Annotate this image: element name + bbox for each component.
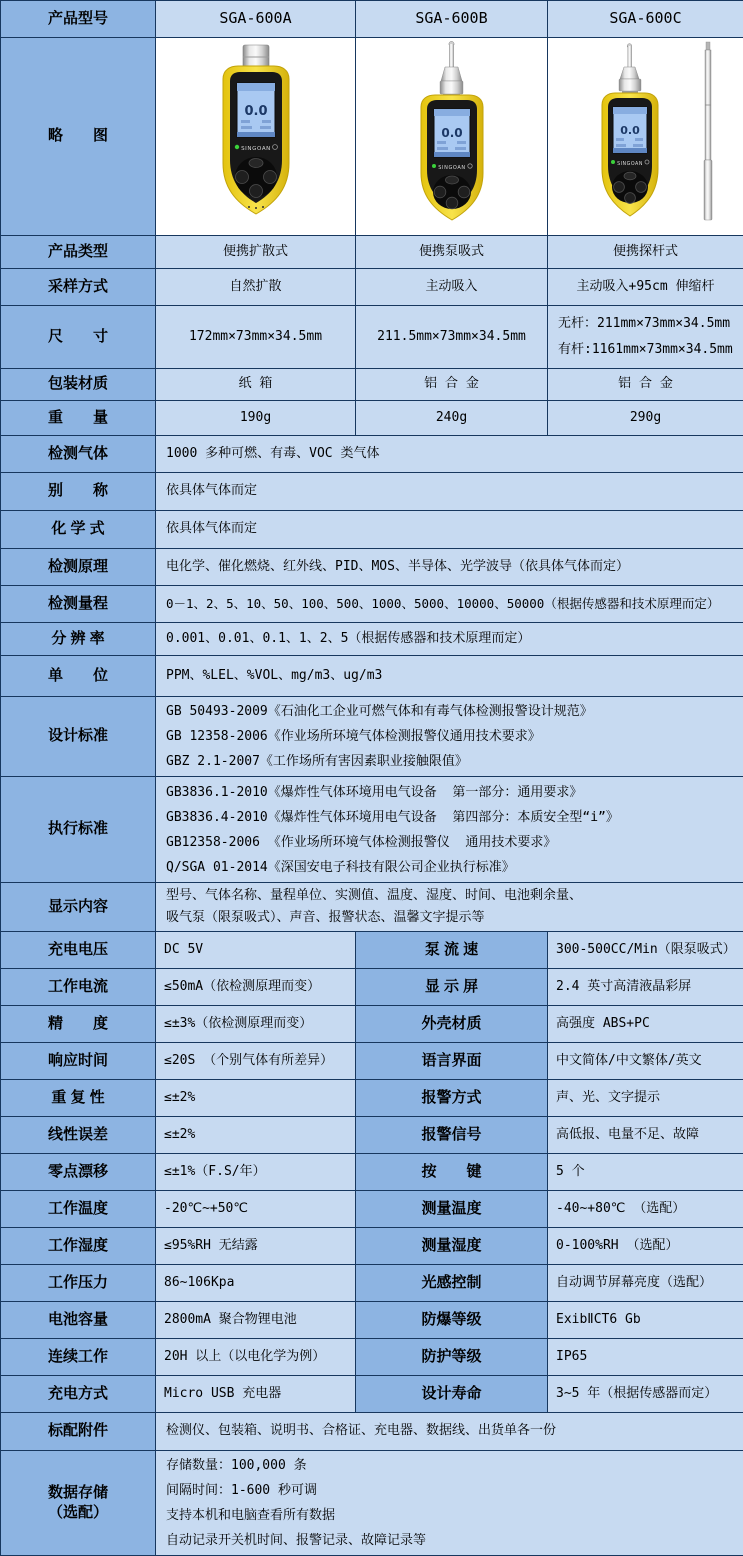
label-measure-humidity: 测量湿度 [356,1228,548,1265]
value-detected-gas: 1000 多种可燃、有毒、VOC 类气体 [156,436,743,473]
label-working-temperature: 工作温度 [1,1191,156,1228]
label-alias: 别 称 [1,473,156,511]
value-accuracy: ≤±3%（依检测原理而变） [156,1006,356,1043]
row-zero-drift--buttons [1,1154,743,1191]
value-unit: PPM、%LEL、%VOL、mg/m3、ug/m3 [156,656,743,697]
label-execution-standard: 执行标准 [1,777,156,883]
value-pump-flow-rate: 300-500CC/Min（限泵吸式） [548,932,743,969]
label-working-humidity: 工作湿度 [1,1228,156,1265]
value-chemical-formula: 依具体气体而定 [156,511,743,549]
row-working-current--display-screen [1,969,743,1006]
row-product-model [1,1,743,38]
label-shell-material: 外壳材质 [356,1006,548,1043]
value-continuous-working: 20H 以上（以电化学为例） [156,1339,356,1376]
label-protection-grade: 防护等级 [356,1339,548,1376]
execution-standard-line3: GB12358-2006 《作业场所环境气体检测报警仪 通用技术要求》 [166,830,739,855]
lcd-reading: 0.0 [244,104,267,119]
value-detection-range: 0－1、2、5、10、50、100、500、1000、5000、10000、50000（根据传感器和技术原理而定） [156,586,743,623]
dimensions-c-line2: 有杆:1161mm×73mm×34.5mm [558,337,739,363]
data-storage-label-line1: 数据存储 [1,1483,155,1503]
value-shell-material: 高强度 ABS+PC [548,1006,743,1043]
design-standard-line1: GB 50493-2009《石油化工企业可燃气体和有毒气体检测报警设计规范》 [166,699,739,724]
label-response-time: 响应时间 [1,1043,156,1080]
row-detection-principle [1,549,743,586]
value-working-temperature: -20℃~+50℃ [156,1191,356,1228]
label-explosion-proof-grade: 防爆等级 [356,1302,548,1339]
device-image-sga-600c [558,39,734,231]
value-packaging-a: 纸 箱 [156,369,356,401]
label-detection-principle: 检测原理 [1,549,156,586]
label-data-storage [1,1451,156,1556]
row-battery-capacity--explosion-proof [1,1302,743,1339]
row-standard-accessories [1,1413,743,1451]
display-content-line2: 吸气泵（限泵吸式）、声音、报警状态、温馨文字提示等 [166,907,739,929]
lcd-reading: 0.0 [620,124,640,137]
label-battery-capacity: 电池容量 [1,1302,156,1339]
value-product-type-c: 便携探杆式 [548,236,743,269]
label-continuous-working: 连续工作 [1,1339,156,1376]
value-alarm-mode: 声、光、文字提示 [548,1080,743,1117]
row-working-humidity--measure-humidity [1,1228,743,1265]
row-continuous-working--protection-grade [1,1339,743,1376]
device-image-cell-b [356,38,548,236]
value-repeatability: ≤±2% [156,1080,356,1117]
value-linearity-error: ≤±2% [156,1117,356,1154]
row-execution-standard [1,777,743,883]
model-name-c: SGA-600C [548,1,743,38]
execution-standard-line2: GB3836.4-2010《爆炸性气体环境用电气设备 第四部分：本质安全型“i”》 [166,805,739,830]
device-image-cell-a [156,38,356,236]
value-standard-accessories: 检测仪、包装箱、说明书、合格证、充电器、数据线、出货单各一份 [156,1413,743,1451]
value-measure-temperature: -40~+80℃ （选配） [548,1191,743,1228]
value-light-sensing-control: 自动调节屏幕亮度（选配） [548,1265,743,1302]
value-resolution: 0.001、0.01、0.1、1、2、5（根据传感器和技术原理而定） [156,623,743,656]
value-display-screen: 2.4 英寸高清液晶彩屏 [548,969,743,1006]
value-working-humidity: ≤95%RH 无结露 [156,1228,356,1265]
label-sampling-method: 采样方式 [1,269,156,306]
label-buttons: 按 键 [356,1154,548,1191]
label-product-type: 产品类型 [1,236,156,269]
label-alarm-signal: 报警信号 [356,1117,548,1154]
label-charging-voltage: 充电电压 [1,932,156,969]
row-data-storage [1,1451,743,1556]
value-execution-standard [156,777,743,883]
label-charging-method: 充电方式 [1,1376,156,1413]
lcd-reading: 0.0 [441,126,462,140]
label-resolution: 分 辨 率 [1,623,156,656]
label-design-standard: 设计标准 [1,697,156,777]
value-data-storage [156,1451,743,1556]
design-standard-line2: GB 12358-2006《作业场所环境气体检测报警仪通用技术要求》 [166,724,739,749]
row-detection-range [1,586,743,623]
label-chemical-formula: 化 学 式 [1,511,156,549]
value-product-type-b: 便携泵吸式 [356,236,548,269]
value-design-standard [156,697,743,777]
row-design-standard [1,697,743,777]
value-sampling-b: 主动吸入 [356,269,548,306]
value-sampling-c: 主动吸入+95cm 伸缩杆 [548,269,743,306]
value-product-type-a: 便携扩散式 [156,236,356,269]
label-measure-temperature: 测量温度 [356,1191,548,1228]
label-standard-accessories: 标配附件 [1,1413,156,1451]
label-linearity-error: 线性误差 [1,1117,156,1154]
data-storage-line1: 存储数量：100,000 条 [166,1453,739,1478]
value-dimensions-b: 211.5mm×73mm×34.5mm [356,306,548,369]
brand-logo: SINGOAN [438,165,465,171]
value-design-life: 3~5 年（根据传感器而定） [548,1376,743,1413]
execution-standard-line1: GB3836.1-2010《爆炸性气体环境用电气设备 第一部分：通用要求》 [166,780,739,805]
value-alias: 依具体气体而定 [156,473,743,511]
row-charging-method--design-life [1,1376,743,1413]
value-packaging-b: 铝 合 金 [356,369,548,401]
label-design-life: 设计寿命 [356,1376,548,1413]
value-weight-c: 290g [548,401,743,436]
value-explosion-proof-grade: ExibⅡCT6 Gb [548,1302,743,1339]
label-weight: 重 量 [1,401,156,436]
row-working-temperature--measure-temperature [1,1191,743,1228]
display-content-line1: 型号、气体名称、量程单位、实测值、温度、湿度、时间、电池剩余量、 [166,885,739,907]
label-working-pressure: 工作压力 [1,1265,156,1302]
label-repeatability: 重 复 性 [1,1080,156,1117]
row-response-time--language-ui [1,1043,743,1080]
brand-logo: SINGOAN [241,146,271,152]
device-image-cell-c [548,38,743,236]
power-led-icon [234,144,238,148]
value-language-ui: 中文简体/中文繁体/英文 [548,1043,743,1080]
label-alarm-mode: 报警方式 [356,1080,548,1117]
value-measure-humidity: 0-100%RH （选配） [548,1228,743,1265]
value-zero-drift: ≤±1%（F.S/年） [156,1154,356,1191]
label-language-ui: 语言界面 [356,1043,548,1080]
execution-standard-line4: Q/SGA 01-2014《深国安电子科技有限公司企业执行标准》 [166,855,739,880]
value-response-time: ≤20S （个别气体有所差异） [156,1043,356,1080]
value-packaging-c: 铝 合 金 [548,369,743,401]
label-dimensions: 尺 寸 [1,306,156,369]
device-image-sga-600b [366,39,538,231]
row-sampling-method [1,269,743,306]
row-detected-gas [1,436,743,473]
row-packaging-material [1,369,743,401]
value-dimensions-c [548,306,743,369]
row-accuracy--shell-material [1,1006,743,1043]
value-weight-a: 190g [156,401,356,436]
value-detection-principle: 电化学、催化燃烧、红外线、PID、MOS、半导体、光学波导（依具体气体而定） [156,549,743,586]
value-charging-method: Micro USB 充电器 [156,1376,356,1413]
row-sketch [1,38,743,236]
data-storage-label-line2: （选配） [1,1503,155,1523]
row-repeatability--alarm-mode [1,1080,743,1117]
value-protection-grade: IP65 [548,1339,743,1376]
device-image-sga-600a [170,39,342,231]
row-alias [1,473,743,511]
label-unit: 单 位 [1,656,156,697]
label-detection-range: 检测量程 [1,586,156,623]
label-display-content: 显示内容 [1,883,156,932]
value-sampling-a: 自然扩散 [156,269,356,306]
data-storage-line3: 支持本机和电脑查看所有数据 [166,1503,739,1528]
design-standard-line3: GBZ 2.1-2007《工作场所有害因素职业接触限值》 [166,749,739,774]
row-unit [1,656,743,697]
label-accuracy: 精 度 [1,1006,156,1043]
label-working-current: 工作电流 [1,969,156,1006]
value-dimensions-a: 172mm×73mm×34.5mm [156,306,356,369]
value-buttons: 5 个 [548,1154,743,1191]
power-led-icon [432,164,436,168]
label-detected-gas: 检测气体 [1,436,156,473]
label-zero-drift: 零点漂移 [1,1154,156,1191]
model-name-b: SGA-600B [356,1,548,38]
dimensions-c-line1: 无杆：211mm×73mm×34.5mm [558,311,739,337]
label-product-model: 产品型号 [1,1,156,38]
power-led-icon [611,160,615,164]
row-working-pressure--light-sensing [1,1265,743,1302]
value-alarm-signal: 高低报、电量不足、故障 [548,1117,743,1154]
value-weight-b: 240g [356,401,548,436]
row-charging-voltage--pump-flow [1,932,743,969]
value-battery-capacity: 2800mA 聚合物锂电池 [156,1302,356,1339]
value-display-content [156,883,743,932]
brand-logo: SINGOAN [617,161,643,167]
value-charging-voltage: DC 5V [156,932,356,969]
data-storage-line4: 自动记录开关机时间、报警记录、故障记录等 [166,1528,739,1553]
row-linearity-error--alarm-signal [1,1117,743,1154]
label-light-sensing-control: 光感控制 [356,1265,548,1302]
label-sketch: 略 图 [1,38,156,236]
value-working-current: ≤50mA（依检测原理而变） [156,969,356,1006]
row-chemical-formula [1,511,743,549]
telescopic-rod [704,42,712,220]
row-product-type [1,236,743,269]
row-dimensions [1,306,743,369]
label-display-screen: 显 示 屏 [356,969,548,1006]
label-pump-flow-rate: 泵 流 速 [356,932,548,969]
value-working-pressure: 86~106Kpa [156,1265,356,1302]
row-weight [1,401,743,436]
model-name-a: SGA-600A [156,1,356,38]
data-storage-line2: 间隔时间：1-600 秒可调 [166,1478,739,1503]
row-resolution [1,623,743,656]
row-display-content [1,883,743,932]
label-packaging-material: 包装材质 [1,369,156,401]
